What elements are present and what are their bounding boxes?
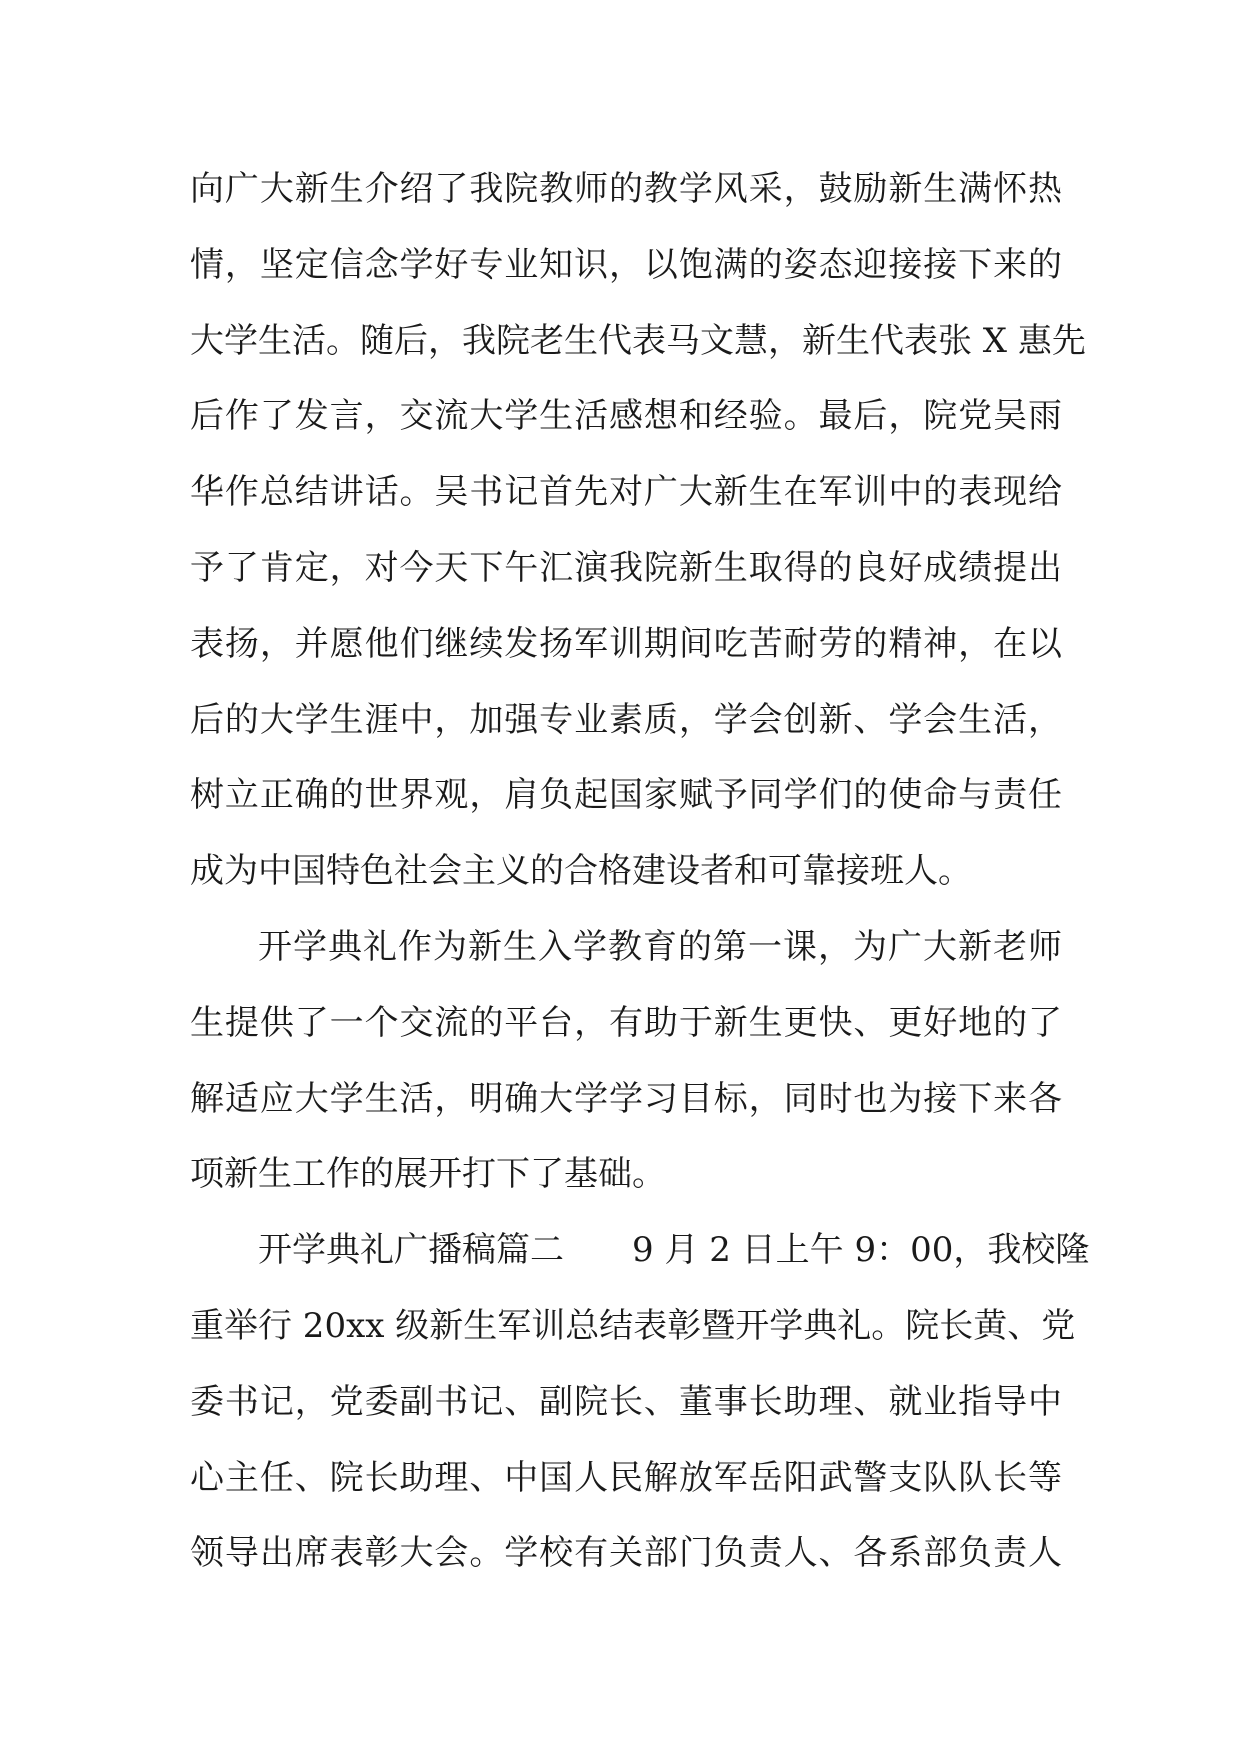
text-line: 予了肯定，对今天下午汇演我院新生取得的良好成绩提出 [190,547,1062,588]
text-line: 生提供了一个交流的平台，有助于新生更快、更好地的了 [190,1002,1062,1043]
text-line: 领导出席表彰大会。学校有关部门负责人、各系部负责人 [190,1533,1062,1574]
text-line: 解适应大学生活，明确大学学习目标，同时也为接下来各 [190,1078,1062,1119]
text-line: 项新生工作的展开打下了基础。 [190,1154,666,1195]
text-line: 成为中国特色社会主义的合格建设者和可靠接班人。 [190,851,972,892]
document-body [190,168,1090,1608]
text-line: 向广大新生介绍了我院教师的教学风采，鼓励新生满怀热 [190,169,1062,209]
text-line: 开学典礼广播稿篇二 9 月 2 日上午 9：00，我校隆 [258,1230,1090,1271]
text-line: 委书记，党委副书记、副院长、董事长助理、就业指导中 [190,1381,1062,1422]
text-line: 心主任、院长助理、中国人民解放军岳阳武警支队队长等 [190,1457,1062,1498]
text-line: 华作总结讲话。吴书记首先对广大新生在军训中的表现给 [190,472,1062,513]
text-line: 重举行 20xx 级新生军训总结表彰暨开学典礼。院长黄、党 [190,1305,1076,1346]
text-line: 表扬，并愿他们继续发扬军训期间吃苦耐劳的精神，在以 [190,623,1062,664]
text-line: 大学生活。随后，我院老生代表马文慧，新生代表张 X 惠先 [190,320,1086,361]
text-line: 树立正确的世界观，肩负起国家赋予同学们的使命与责任 [190,775,1062,816]
text-line: 后的大学生涯中，加强专业素质，学会创新、学会生活， [190,699,1062,740]
text-line: 开学典礼作为新生入学教育的第一课，为广大新老师 [258,926,1062,967]
text-line: 后作了发言，交流大学生活感想和经验。最后，院党吴雨 [190,396,1062,437]
text-line: 情，坚定信念学好专业知识，以饱满的姿态迎接接下来的 [190,244,1062,285]
